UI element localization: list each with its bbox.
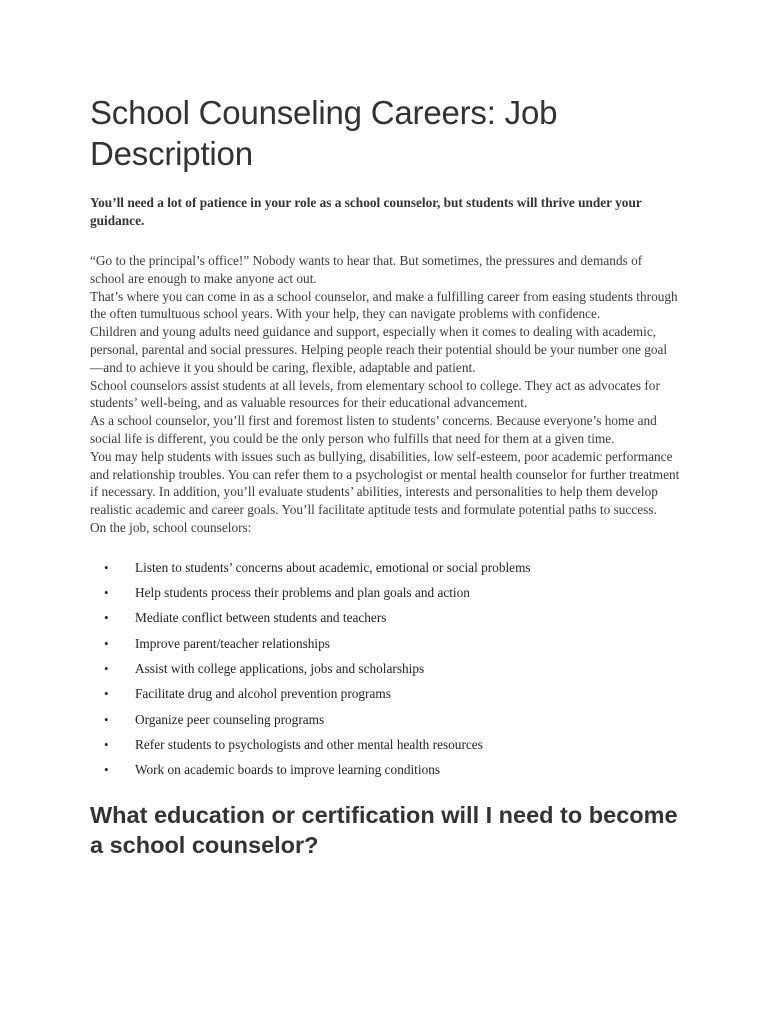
body-text bbox=[90, 252, 680, 537]
bullet-icon: • bbox=[104, 762, 109, 778]
page-title: School Counseling Careers: Job Description bbox=[90, 94, 558, 172]
list-item bbox=[90, 635, 680, 660]
list-item bbox=[90, 584, 680, 609]
section-heading: What education or certification will I need to become a school counselor? bbox=[90, 802, 678, 859]
paragraph-levels: School counselors assist students at all levels, from elementary school to college. They act as advocates for students’ well-being, and as valuable resources for their educational advancement. bbox=[90, 377, 660, 411]
bullet-icon: • bbox=[104, 635, 109, 651]
list-item-text: Assist with college applications, jobs and scholarships bbox=[135, 660, 425, 676]
paragraph-principal: “Go to the principal’s office!” Nobody wants to hear that. But sometimes, the pressures and demands of school are enough to make anyone act out. bbox=[90, 253, 643, 286]
list-item-text: Listen to students’ concerns about academic, emotional or social problems bbox=[135, 559, 531, 575]
bullet-icon: • bbox=[104, 686, 109, 702]
paragraph-career: That’s where you can come in as a school counselor, and make a fulfilling career from easing students through the often tumultuous school years. With your help, they can navigate problems with confidence. bbox=[90, 288, 678, 322]
list-item-text: Improve parent/teacher relationships bbox=[135, 635, 330, 651]
list-item bbox=[90, 559, 680, 584]
bullet-icon: • bbox=[104, 736, 109, 752]
paragraph-on-the-job: On the job, school counselors: bbox=[90, 519, 252, 535]
list-item-text: Work on academic boards to improve learning conditions bbox=[135, 762, 441, 778]
list-item bbox=[90, 685, 680, 710]
bullet-icon: • bbox=[104, 585, 109, 601]
lead-paragraph: You’ll need a lot of patience in your role as a school counselor, but students will thrive under your guidance. bbox=[90, 195, 642, 228]
bullet-icon: • bbox=[104, 610, 109, 626]
paragraph-issues: You may help students with issues such as bullying, disabilities, low self-esteem, poor academic performance and relationship troubles. You can refer them to a psychologist or mental health counselor for further treatment if necessary. In addition, you’ll evaluate students’ abilities, interests and personalities to help them develop realistic academic and career goals. You’ll facilitate aptitude tests and formulate potential paths to success. bbox=[90, 448, 680, 518]
list-item-text: Help students process their problems and plan goals and action bbox=[135, 585, 470, 601]
list-item-text: Facilitate drug and alcohol prevention programs bbox=[135, 686, 391, 702]
list-item bbox=[90, 711, 680, 736]
bullet-icon: • bbox=[104, 660, 109, 676]
list-item-text: Organize peer counseling programs bbox=[135, 711, 325, 727]
list-item-text: Mediate conflict between students and teachers bbox=[135, 610, 387, 626]
list-item bbox=[90, 736, 680, 761]
bullet-icon: • bbox=[104, 711, 109, 727]
duties-list bbox=[90, 559, 680, 787]
list-item bbox=[90, 660, 680, 685]
paragraph-listen: As a school counselor, you’ll first and foremost listen to students’ concerns. Because everyone’s home and social life is different, you could be the only person who fulfills that need for them at a given time. bbox=[90, 413, 657, 446]
paragraph-guidance: Children and young adults need guidance and support, especially when it comes to dealing with academic, personal, parental and social pressures. Helping people reach their potential should be your number one goal—and to achieve it you should be caring, flexible, adaptable and patient. bbox=[90, 324, 668, 375]
list-item bbox=[90, 609, 680, 634]
bullet-icon: • bbox=[104, 559, 109, 575]
document-page bbox=[90, 92, 680, 860]
list-item-text: Refer students to psychologists and other mental health resources bbox=[135, 736, 483, 752]
list-item bbox=[90, 761, 680, 786]
